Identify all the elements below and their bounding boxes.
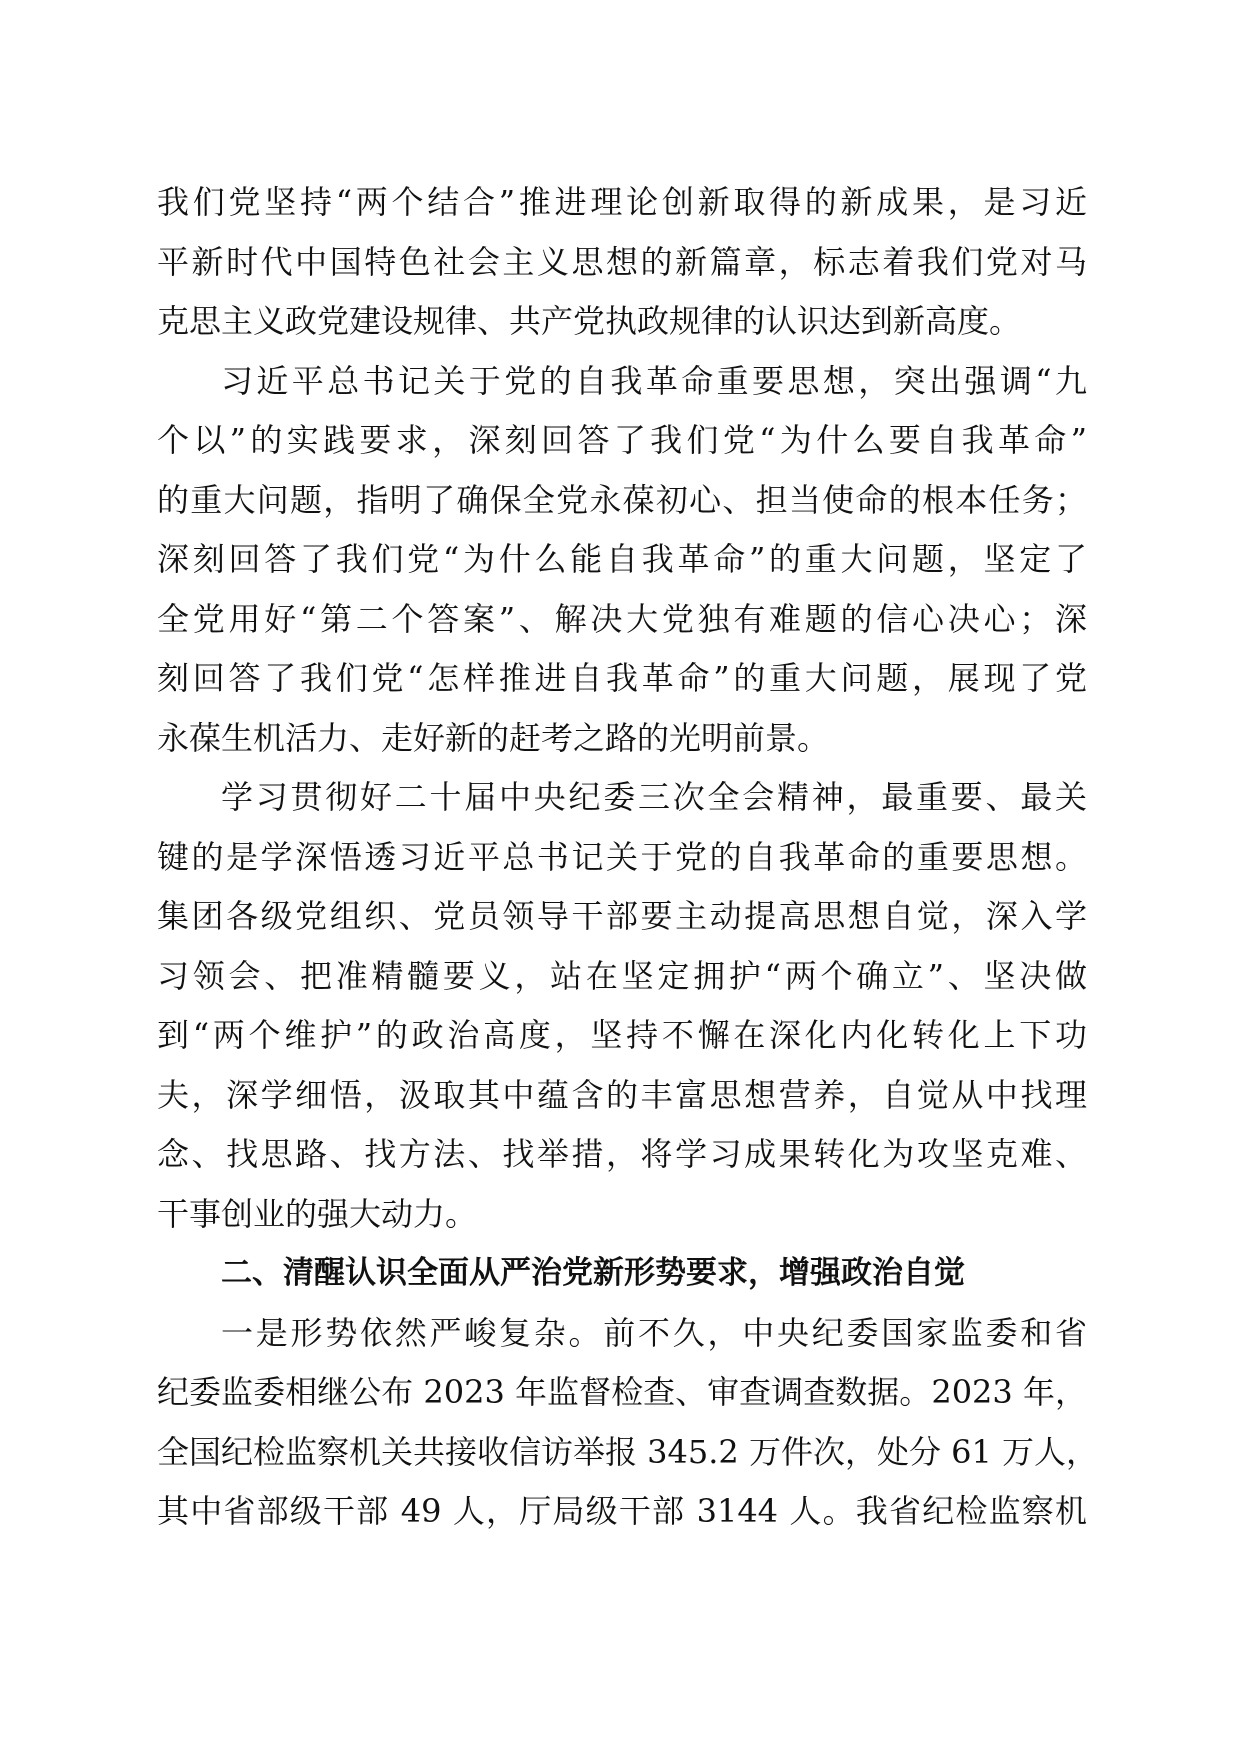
- paragraph: [157, 352, 1087, 769]
- text-line: 克思主义政党建设规律、共产党执政规律的认识达到新高度。: [157, 302, 1022, 340]
- text-line: 习领会、把准精髓要义，站在坚定拥护“两个确立”、坚决做: [157, 956, 1087, 995]
- text-line: 刻回答了我们党“怎样推进自我革命”的重大问题，展现了党: [157, 659, 1087, 697]
- text-line: 一是形势依然严峻复杂。前不久，中央纪委国家监委和省: [221, 1313, 1087, 1352]
- text-line: 其中省部级干部 49 人，厅局级干部 3144 人。我省纪检监察机: [157, 1492, 1087, 1530]
- text-line: 夫，深学细悟，汲取其中蕴含的丰富思想营养，自觉从中找理: [157, 1075, 1087, 1114]
- text-line: 全党用好“第二个答案”、解决大党独有难题的信心决心；深: [157, 599, 1087, 638]
- text-line: 习近平总书记关于党的自我革命重要思想，突出强调“九: [221, 361, 1087, 400]
- document-body: [157, 173, 1099, 1542]
- section-heading: [157, 1244, 1087, 1304]
- text-line: 干事创业的强大动力。: [157, 1194, 478, 1233]
- text-line: 学习贯彻好二十届中央纪委三次全会精神，最重要、最关: [221, 778, 1087, 816]
- paragraph: [157, 768, 1087, 1244]
- text-line: 深刻回答了我们党“为什么能自我革命”的重大问题，坚定了: [157, 540, 1087, 578]
- text-line: 集团各级党组织、党员领导干部要主动提高思想自觉，深入学: [157, 897, 1087, 935]
- text-line: 到“两个维护”的政治高度，坚持不懈在深化内化转化上下功: [157, 1016, 1087, 1054]
- heading-text: 二、清醒认识全面从严治党新形势要求，增强政治自觉: [221, 1255, 965, 1291]
- text-line: 平新时代中国特色社会主义思想的新篇章，标志着我们党对马: [157, 242, 1087, 281]
- text-line: 念、找思路、找方法、找举措，将学习成果转化为攻坚克难、: [157, 1135, 1087, 1173]
- text-line: 的重大问题，指明了确保全党永葆初心、担当使命的根本任务；: [157, 480, 1087, 519]
- text-line: 永葆生机活力、走好新的赶考之路的光明前景。: [157, 718, 830, 757]
- text-line: 个以”的实践要求，深刻回答了我们党“为什么要自我革命”: [157, 421, 1087, 459]
- text-line: 纪委监委相继公布 2023 年监督检查、审查调查数据。2023 年，: [157, 1373, 1087, 1411]
- paragraph: [157, 1304, 1099, 1542]
- text-line: 我们党坚持“两个结合”推进理论创新取得的新成果，是习近: [157, 183, 1087, 221]
- paragraph: [157, 173, 1087, 352]
- text-line: 键的是学深悟透习近平总书记关于党的自我革命的重要思想。: [157, 837, 1087, 876]
- text-line: 全国纪检监察机关共接收信访举报 345.2 万件次，处分 61 万人，: [157, 1432, 1099, 1471]
